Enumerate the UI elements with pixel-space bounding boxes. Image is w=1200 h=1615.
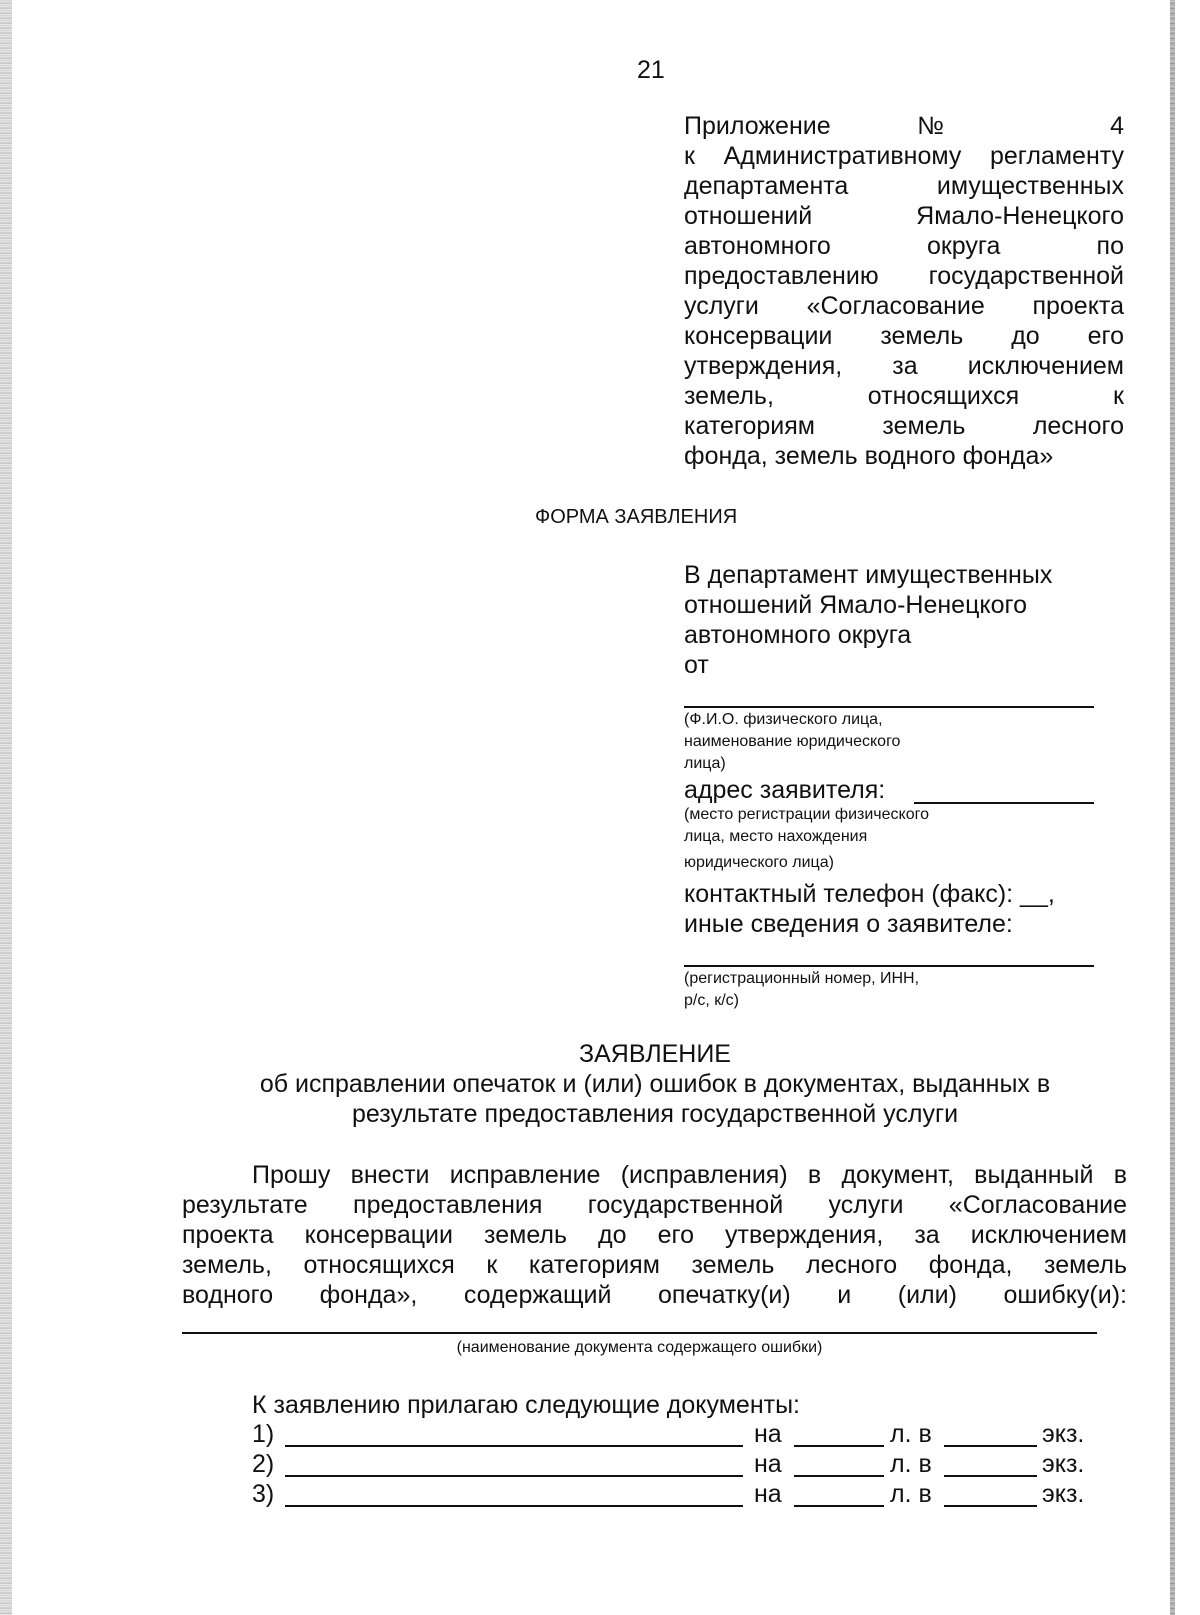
statement-title: ЗАЯВЛЕНИЕ xyxy=(578,1040,731,1068)
paragraph-line: земель, относящихся к категориям земель лесного фонда, земель xyxy=(182,1251,1127,1279)
paragraph-line: результате предоставления государственной услуги «Согласование xyxy=(182,1191,1127,1219)
copies-line xyxy=(944,1445,1037,1447)
attachment-name-line xyxy=(285,1475,743,1477)
paragraph-line: проекта консервации земель до его утверждения, за исключением xyxy=(182,1221,1127,1249)
statement-subtitle: результате предоставления государственной услуги xyxy=(351,1100,959,1128)
scan-edge-left xyxy=(0,0,12,1615)
copies-line xyxy=(944,1505,1037,1507)
attachment-row: 1) на л. в экз. xyxy=(252,1420,1085,1448)
address-label: адрес заявителя: xyxy=(684,776,886,804)
appendix-line: фонда, земель водного фонда» xyxy=(684,442,1054,470)
addressee-from: от xyxy=(684,651,709,679)
document-name-underline xyxy=(182,1332,1097,1334)
attachment-row: 3) на л. в экз. xyxy=(252,1480,1085,1508)
appendix-line: утверждения, за исключением xyxy=(684,352,1124,380)
other-info-caption: (регистрационный номер, ИНН, р/с, к/с) xyxy=(684,970,920,1009)
addressee-block xyxy=(684,560,1094,680)
address-underline xyxy=(914,802,1094,804)
attachment-number: 2) xyxy=(252,1450,275,1478)
appendix-line: к Административному регламенту xyxy=(684,142,1124,170)
attachment-row: 2) на л. в экз. xyxy=(252,1450,1085,1478)
page-number: 21 xyxy=(637,56,665,84)
phone-label: контактный телефон (факс): __, xyxy=(684,880,1055,908)
appendix-line: департамента имущественных xyxy=(684,172,1124,200)
other-info-label: иные сведения о заявителе: xyxy=(684,910,1013,938)
appendix-line: категориям земель лесного xyxy=(684,412,1124,440)
appendix-line: Приложение № 4 xyxy=(684,112,1124,140)
address-caption: (место регистрации физического лица, место нахождения юридического лица) xyxy=(684,806,929,871)
appendix-line: земель, относящихся к xyxy=(684,382,1124,410)
addressee-line: В департамент имущественных xyxy=(684,561,1053,589)
scan-edge-right xyxy=(1170,0,1175,1615)
request-paragraph xyxy=(182,1160,1127,1310)
attachment-number: 3) xyxy=(252,1480,275,1508)
attachment-number: 1) xyxy=(252,1420,275,1448)
name-underline xyxy=(684,706,1094,708)
paragraph-line: водного фонда», содержащий опечатку(и) и (или) ошибку(и): xyxy=(182,1281,1127,1309)
copies-line xyxy=(944,1475,1037,1477)
addressee-line: отношений Ямало-Ненецкого xyxy=(684,591,1027,619)
attachment-name-line xyxy=(285,1505,743,1507)
appendix-line: предоставлению государственной xyxy=(684,262,1124,290)
appendix-line: отношений Ямало-Ненецкого xyxy=(684,202,1124,230)
sheets-line xyxy=(794,1505,884,1507)
attachments-heading: К заявлению прилагаю следующие документы: xyxy=(252,1391,800,1419)
appendix-line: консервации земель до его xyxy=(684,322,1124,350)
name-caption: (Ф.И.О. физического лица, наименование юридического лица) xyxy=(684,711,901,772)
sheets-line xyxy=(794,1445,884,1447)
other-info-underline xyxy=(684,965,1094,967)
paragraph-line: Прошу внести исправление (исправления) в документ, выданный в xyxy=(252,1161,1127,1189)
appendix-line: услуги «Согласование проекта xyxy=(684,292,1124,320)
appendix-block xyxy=(684,111,1124,471)
attachment-name-line xyxy=(285,1445,743,1447)
sheets-line xyxy=(794,1475,884,1477)
document-name-caption: (наименование документа содержащего ошибки) xyxy=(456,1339,823,1356)
appendix-line: автономного округа по xyxy=(684,232,1124,260)
statement-subtitle: об исправлении опечаток и (или) ошибок в документах, выданных в xyxy=(259,1070,1051,1098)
form-title: ФОРМА ЗАЯВЛЕНИЯ xyxy=(535,506,738,528)
addressee-line: автономного округа xyxy=(684,621,912,649)
